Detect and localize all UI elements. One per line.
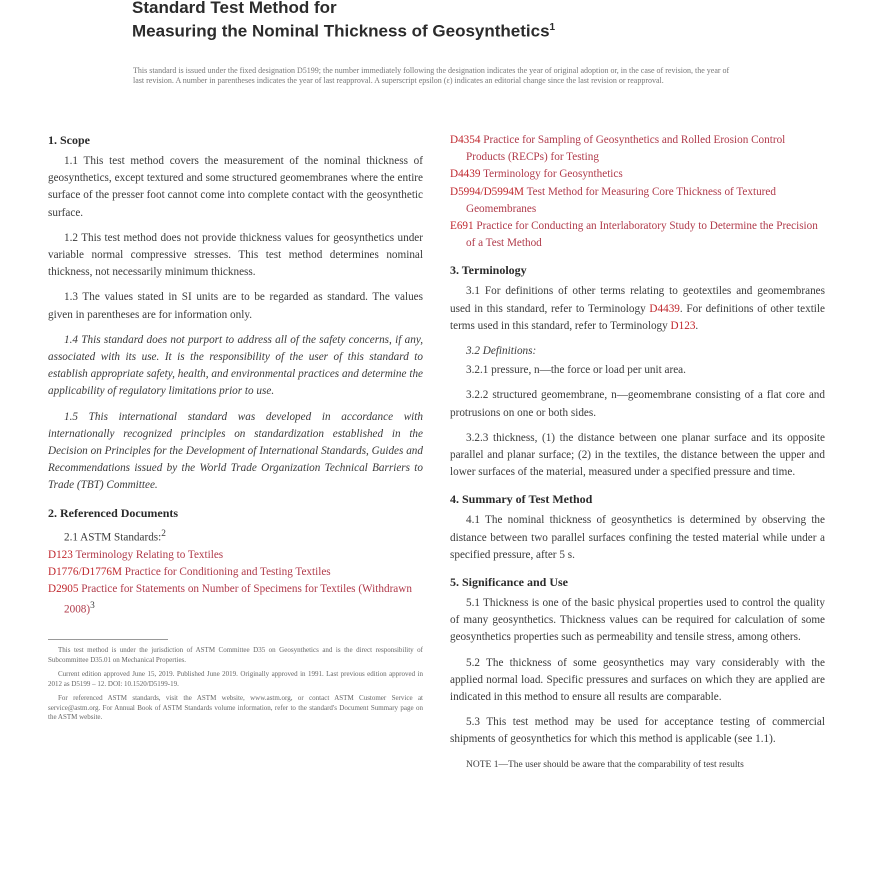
paragraph-5-2: 5.2 The thickness of some geosynthetics may vary considerably with the applied normal load. Specific pressures and surfaces on which they are applied are indicated in this method to ensure all results are comparable. bbox=[450, 656, 825, 704]
reference-title[interactable]: Test Method for Measuring Core Thickness of Textured Geomembranes bbox=[466, 185, 776, 215]
title-footnote-mark: 1 bbox=[549, 22, 556, 33]
paragraph-1-4: 1.4 This standard does not purport to address all of the safety concerns, if any, associated with its use. It is the responsibility of the user of this standard to establish appropriate safety, health, and environmental practices and determine the applicability of regulatory limitations prior to use. bbox=[48, 333, 423, 398]
terminology-link-d4439[interactable]: D4439 bbox=[649, 302, 680, 315]
paragraph-1-3: 1.3 The values stated in SI units are to be regarded as standard. The values given in parentheses are for information only. bbox=[48, 291, 423, 321]
reference-code[interactable]: D5994/D5994M bbox=[450, 185, 524, 198]
paragraph-1-1: 1.1 This test method covers the measurement of the nominal thickness of geosynthetics, except textured and some structured geomembranes where the entire surface of the presser foot cannot come into complete contact with the geosynthetic surface. bbox=[48, 155, 423, 219]
reference-item[interactable] bbox=[450, 218, 825, 252]
paragraph-1-5: 1.5 This international standard was developed in accordance with internationally recognized principles on standardization established in the Decision on Principles for the Development of International Standards, Guides and Recommendations issued by the World Trade Organization Technical Barriers to Trade (TBT) Committee. bbox=[48, 410, 423, 492]
reference-title[interactable]: Terminology for Geosynthetics bbox=[483, 168, 623, 181]
paragraph-3-1-text-a: 3.1 For definitions of other terms relating to geotextiles and geomembranes used in this standard, refer to Terminology bbox=[450, 285, 825, 315]
right-column bbox=[450, 132, 825, 782]
paragraph-3-1 bbox=[450, 283, 825, 335]
footnote-mark-2: 2 bbox=[161, 528, 166, 539]
astm-standards-label bbox=[48, 526, 423, 547]
paragraph-5-3: 5.3 This test method may be used for acceptance testing of commercial shipments of geosynthetics for which this method is applicable (see 1.1). bbox=[450, 716, 825, 746]
paragraph-3-2-3: 3.2.3 thickness, (1) the distance between one planar surface and its opposite parallel and planar surface; (2) in the textiles, the distance between the upper and lower surfaces of the material, measured under a specified pressure and time. bbox=[450, 431, 825, 479]
title-line-2 bbox=[132, 18, 555, 42]
reference-code[interactable]: D4439 bbox=[450, 168, 481, 181]
reference-code[interactable]: D4354 bbox=[450, 134, 481, 146]
reference-code[interactable]: D2905 bbox=[48, 583, 79, 595]
footnote-divider bbox=[48, 639, 168, 640]
reference-item[interactable] bbox=[48, 564, 423, 581]
note-1: NOTE 1—The user should be aware that the comparability of test results bbox=[466, 759, 744, 770]
reference-title[interactable]: Practice for Sampling of Geosynthetics and Rolled Erosion Control Products (RECPs) for Testing bbox=[466, 134, 786, 164]
significance-heading: 5. Significance and Use bbox=[450, 575, 569, 590]
paragraph-1-2: 1.2 This test method does not provide thickness values for geosynthetics under variable normal compressive stresses. This test method determines nominal thickness, not necessarily minimum thickness. bbox=[48, 231, 423, 279]
title-line-1: Standard Test Method for bbox=[132, 0, 337, 17]
footnote-1: This test method is under the jurisdiction of ASTM Committee D35 on Geosynthetics and is the direct responsibility of Subcommittee D35.01 on Mechanical Properties. bbox=[48, 646, 423, 664]
designation-note: This standard is issued under the fixed designation D5199; the number immediately following the designation indicates the year of original adoption or, in the case of revision, the year of last revision. A number in parentheses indicates the year of last reapproval. A superscript epsilon (ε) indicates an editorial change since the last revision or reapproval. bbox=[133, 66, 730, 85]
paragraph-4-1: 4.1 The nominal thickness of geosynthetics is determined by observing the distance between two parallel surfaces confining the tested material while under a specified pressure, after 5 s. bbox=[450, 514, 825, 561]
left-column bbox=[48, 132, 423, 728]
paragraph-3-2-2: 3.2.2 structured geomembrane, n—geomembrane consisting of a flat core and protrusions on one or both sides. bbox=[450, 389, 825, 419]
terminology-link-d123[interactable]: D123 bbox=[670, 319, 696, 332]
paragraph-3-2: 3.2 Definitions: bbox=[466, 345, 537, 358]
footnote-mark-3: 3 bbox=[90, 601, 95, 612]
reference-item[interactable] bbox=[450, 132, 825, 166]
astm-standards-text: 2.1 ASTM Standards: bbox=[64, 531, 162, 544]
referenced-documents-heading: 2. Referenced Documents bbox=[48, 505, 179, 520]
document-title bbox=[132, 0, 555, 42]
reference-code[interactable]: D123 bbox=[48, 548, 73, 561]
reference-item[interactable] bbox=[450, 184, 825, 218]
footnote-edition: Current edition approved June 15, 2019. Published June 2019. Originally approved in 1991. Last previous edition approved in 2012 as D5199 – 12. DOI: 10.1520/D5199-19. bbox=[48, 670, 423, 688]
reference-item[interactable] bbox=[48, 547, 423, 564]
paragraph-3-2-1: 3.2.1 pressure, n—the force or load per unit area. bbox=[466, 364, 686, 377]
paragraph-3-1-text-b: . For definitions of other textile terms used in this standard, refer to Terminology bbox=[450, 302, 825, 332]
summary-heading: 4. Summary of Test Method bbox=[450, 492, 593, 507]
terminology-heading: 3. Terminology bbox=[450, 263, 527, 278]
reference-title[interactable]: Practice for Statements on Number of Specimens for Textiles (Withdrawn 2008) bbox=[64, 583, 412, 616]
scope-heading: 1. Scope bbox=[48, 133, 90, 147]
reference-code[interactable]: E691 bbox=[450, 220, 474, 233]
footnote-2: For referenced ASTM standards, visit the ASTM website, www.astm.org, or contact ASTM Customer Service at service@astm.org. For Annual Book of ASTM Standards volume information, refer to the standard's Document Summary page on the ASTM website. bbox=[48, 694, 423, 722]
reference-code[interactable]: D1776/D1776M bbox=[48, 565, 122, 578]
reference-title[interactable]: Practice for Conducting an Interlaboratory Study to Determine the Precision of a Test Method bbox=[466, 220, 818, 250]
paragraph-5-1: 5.1 Thickness is one of the basic physical properties used to control the quality of many geosynthetics. Thickness values can be required for calculation of some geosynthetics properties such as permeability and tensile stress, among others. bbox=[450, 597, 825, 644]
reference-title[interactable]: Practice for Conditioning and Testing Textiles bbox=[124, 565, 331, 578]
reference-item[interactable] bbox=[450, 166, 825, 183]
paragraph-3-1-text-c: . bbox=[695, 319, 699, 332]
reference-item[interactable] bbox=[48, 581, 423, 619]
reference-title[interactable]: Terminology Relating to Textiles bbox=[75, 548, 224, 561]
title-line-2-text: Measuring the Nominal Thickness of Geosynthetics bbox=[132, 21, 550, 41]
